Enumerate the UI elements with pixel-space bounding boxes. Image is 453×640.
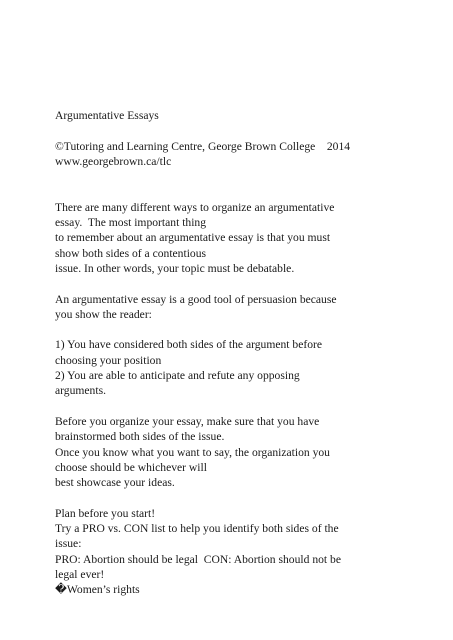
list-item: 1) You have considered both sides of the argument before (55, 338, 323, 352)
paragraph-line: show both sides of a contentious (55, 246, 207, 260)
paragraph-2 (55, 292, 395, 323)
numbered-list (55, 337, 395, 398)
website-url: www.georgebrown.ca/tlc (55, 154, 172, 168)
paragraph-line: legal ever! (55, 567, 105, 581)
document-title: Argumentative Essays (55, 109, 159, 122)
paragraph-line: to remember about an argumentative essay is that you must (55, 231, 331, 245)
list-item: choosing your position (55, 353, 162, 367)
paragraph-line: �Women’s rights (55, 583, 140, 597)
paragraph-line: issue. In other words, your topic must be debatable. (55, 261, 295, 275)
paragraph-line: There are many different ways to organize an argumentative (55, 200, 335, 214)
paragraph-line: best showcase your ideas. (55, 476, 175, 490)
paragraph-line: choose should be whichever will (55, 460, 207, 474)
document-body (55, 108, 395, 598)
paragraph-3 (55, 414, 395, 490)
paragraph-line: Try a PRO vs. CON list to help you identify both sides of the (55, 522, 339, 536)
paragraph-line: Once you know what you want to say, the organization you (55, 445, 330, 459)
list-item: 2) You are able to anticipate and refute any opposing (55, 369, 300, 383)
paragraph-line: PRO: Abortion should be legal CON: Abortion should not be (55, 552, 341, 566)
paragraph-1 (55, 200, 395, 276)
list-item: arguments. (55, 384, 106, 398)
paragraph-line: brainstormed both sides of the issue. (55, 430, 225, 444)
paragraph-line: issue: (55, 537, 82, 551)
paragraph-line: Before you organize your essay, make sure that you have (55, 414, 320, 428)
paragraph-line: essay. The most important thing (55, 216, 207, 230)
paragraph-line: An argumentative essay is a good tool of persuasion because (55, 292, 337, 306)
credit-line: ©Tutoring and Learning Centre, George Brown College 2014 (55, 139, 351, 153)
paragraph-line: Plan before you start! (55, 506, 156, 520)
paragraph-line: you show the reader: (55, 307, 152, 321)
paragraph-4 (55, 506, 395, 598)
